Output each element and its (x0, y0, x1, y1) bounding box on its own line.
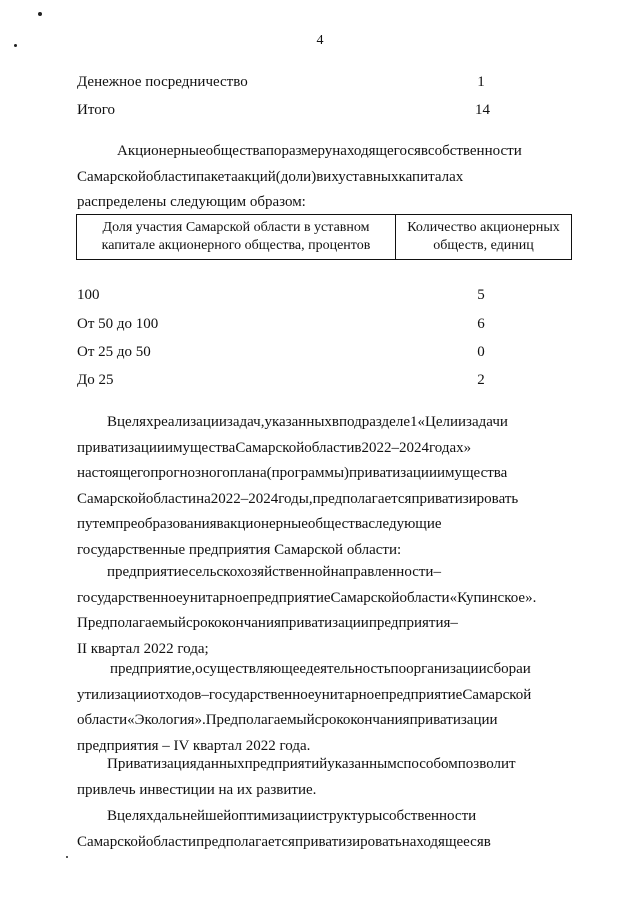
word: унитарное (182, 589, 250, 606)
word: оптимизации (231, 808, 316, 824)
word: приватизации (409, 712, 498, 728)
word: на (196, 490, 211, 507)
word: преобразования (115, 516, 217, 532)
word: отходов (151, 686, 202, 703)
word: – (433, 564, 441, 580)
text-line (77, 461, 570, 487)
word: годы, (278, 490, 313, 507)
word: Акционерные (117, 143, 206, 159)
word: и (458, 414, 467, 430)
word: Самарской (235, 439, 305, 456)
word: имущества (436, 465, 508, 481)
word: деятельность (305, 661, 391, 677)
word: указанных (264, 414, 332, 430)
word: находящееся (401, 833, 484, 850)
word: (доли) (275, 168, 317, 185)
summary-label: Итого (77, 102, 115, 118)
word: их (323, 168, 339, 185)
word: 1 (410, 414, 418, 430)
text-line (77, 657, 570, 683)
word: приватизировать (411, 490, 519, 507)
word: 2024 (248, 490, 279, 507)
scan-speck (38, 12, 42, 16)
word: Самарской (77, 490, 146, 507)
share-label: От 50 до 100 (77, 316, 159, 332)
word: целях (117, 808, 154, 824)
word: прогнозного (150, 465, 230, 481)
word: по (390, 661, 407, 677)
word: Самарской (77, 168, 146, 185)
word: в (420, 143, 428, 159)
share-label: От 25 до 50 (77, 344, 151, 360)
word: общества (307, 516, 369, 532)
word: области (399, 589, 450, 606)
word: по (265, 143, 282, 159)
word: акций (237, 168, 276, 185)
investment-paragraph (77, 752, 570, 803)
scan-speck (66, 856, 68, 858)
text-line (77, 804, 570, 830)
table-row (77, 287, 497, 304)
word: находящегося (332, 143, 421, 159)
word: утилизации (77, 686, 152, 703)
word: – (240, 490, 249, 507)
word: Предполагаемый (205, 712, 315, 728)
optimization-paragraph (77, 804, 570, 855)
text-line (77, 752, 570, 778)
word: в (216, 516, 224, 532)
word: капиталах (398, 168, 464, 185)
word: реализации (153, 414, 227, 430)
word: сельскохозяйственной (188, 564, 331, 580)
word: собственности (382, 808, 477, 824)
word: Самарской (77, 833, 146, 850)
word: путем (77, 516, 116, 532)
word: задачи (466, 414, 508, 430)
word: позволит (457, 756, 516, 772)
word: акционерные (223, 516, 308, 532)
word: – (391, 439, 399, 456)
table-row (77, 372, 497, 389)
word: структуры (315, 808, 383, 824)
word: имущества (164, 439, 236, 456)
company-count: 5 (477, 287, 485, 303)
word: в (483, 833, 491, 850)
word: – (201, 686, 209, 703)
word: области (77, 712, 128, 728)
summary-row (77, 102, 497, 119)
text-line (77, 708, 570, 734)
word: указанным (327, 756, 397, 772)
share-label: До 25 (77, 372, 114, 388)
word: годах» (429, 439, 472, 456)
word: общества (205, 143, 266, 159)
word: приватизации (280, 615, 369, 631)
word: размеру (281, 143, 333, 159)
word: плана (229, 465, 267, 481)
word: следующие (368, 516, 442, 532)
summary-value: 1 (477, 74, 485, 90)
word: «Экология». (127, 712, 206, 728)
word: Самарской (330, 589, 400, 606)
word: настоящего (77, 465, 151, 481)
word: срок (314, 712, 343, 728)
word: окончания (342, 712, 410, 728)
goals-paragraph (77, 410, 570, 563)
word: области (145, 490, 197, 507)
word: государственное (208, 686, 315, 703)
text-line: распределены следующим образом: (77, 194, 306, 210)
text-line (77, 512, 570, 538)
word: в (331, 414, 340, 430)
word: приватизации (77, 439, 165, 456)
word: дальнейшей (153, 808, 232, 824)
word: предприятие (249, 589, 331, 606)
word: в (316, 168, 324, 185)
word: Самарской (462, 686, 532, 703)
intro-paragraph (77, 139, 570, 216)
table-header-row (77, 215, 572, 260)
word: срок (185, 615, 215, 631)
word: 2022 (361, 439, 392, 456)
word: «Цели (417, 414, 459, 430)
word: В (107, 808, 118, 824)
word: приватизировать (294, 833, 402, 850)
word: уставных (338, 168, 399, 185)
word: предприятия (368, 615, 451, 631)
word: предприятие (381, 686, 463, 703)
waste-enterprise-paragraph (77, 657, 570, 759)
text-line (77, 560, 570, 586)
word: предполагается (312, 490, 412, 507)
word: 2024 (399, 439, 429, 456)
word: Предполагаемый (77, 615, 186, 631)
word: осуществляющее (195, 661, 306, 677)
text-line (77, 487, 570, 513)
word: области (145, 833, 197, 850)
company-count: 0 (477, 344, 485, 360)
share-label: 100 (77, 287, 100, 303)
text-line (77, 410, 570, 436)
word: целях (117, 414, 154, 430)
share-table (76, 214, 572, 260)
table-header-share: Доля участия Самарской области в уставном капитале акционерного общества, процентов (77, 215, 396, 260)
word: (программы) (266, 465, 350, 481)
company-count: 2 (477, 372, 485, 388)
word: способом (396, 756, 458, 772)
word: пакета (196, 168, 238, 185)
company-count: 6 (477, 316, 485, 332)
word: 2022 (210, 490, 241, 507)
word: данных (196, 756, 245, 772)
word: в (354, 439, 362, 456)
word: и (522, 661, 531, 677)
text-line (77, 611, 570, 637)
word: области (145, 168, 197, 185)
word: окончания (214, 615, 281, 631)
word: – (450, 615, 458, 631)
text-line (77, 830, 570, 856)
text-line: государственные предприятия Самарской области: (77, 541, 402, 558)
text-line (77, 586, 570, 612)
word: унитарное (314, 686, 382, 703)
word: приватизации (349, 465, 437, 481)
table-row (77, 344, 497, 361)
word: организации (406, 661, 487, 677)
word: собственности (427, 143, 522, 159)
word: государственное (77, 589, 183, 606)
agri-enterprise-paragraph (77, 560, 570, 662)
page-number: 4 (316, 33, 324, 48)
text-line (77, 683, 570, 709)
word: «Купинское». (449, 589, 537, 606)
word: В (107, 414, 118, 430)
word: сбора (486, 661, 523, 677)
text-line (77, 436, 570, 462)
text-line (77, 139, 570, 165)
text-line: привлечь инвестиции на их развитие. (77, 781, 317, 798)
summary-label: Денежное посредничество (77, 74, 248, 90)
word: предприятий (244, 756, 328, 772)
text-line (77, 165, 570, 191)
word: подразделе (339, 414, 410, 430)
text-line: предприятия – IV квартал 2022 года. (77, 737, 311, 754)
summary-value: 14 (475, 102, 490, 118)
table-header-count: Количество акционерных обществ, единиц (396, 215, 572, 260)
table-row (77, 316, 497, 333)
word: предприятие (107, 564, 189, 580)
word: задач, (226, 414, 265, 430)
word: предполагается (196, 833, 295, 850)
summary-row (77, 74, 497, 91)
word: направленности (330, 564, 434, 580)
word: предприятие, (110, 661, 196, 677)
word: области (304, 439, 355, 456)
text-line: II квартал 2022 года; (77, 640, 209, 657)
word: Приватизация (107, 756, 197, 772)
